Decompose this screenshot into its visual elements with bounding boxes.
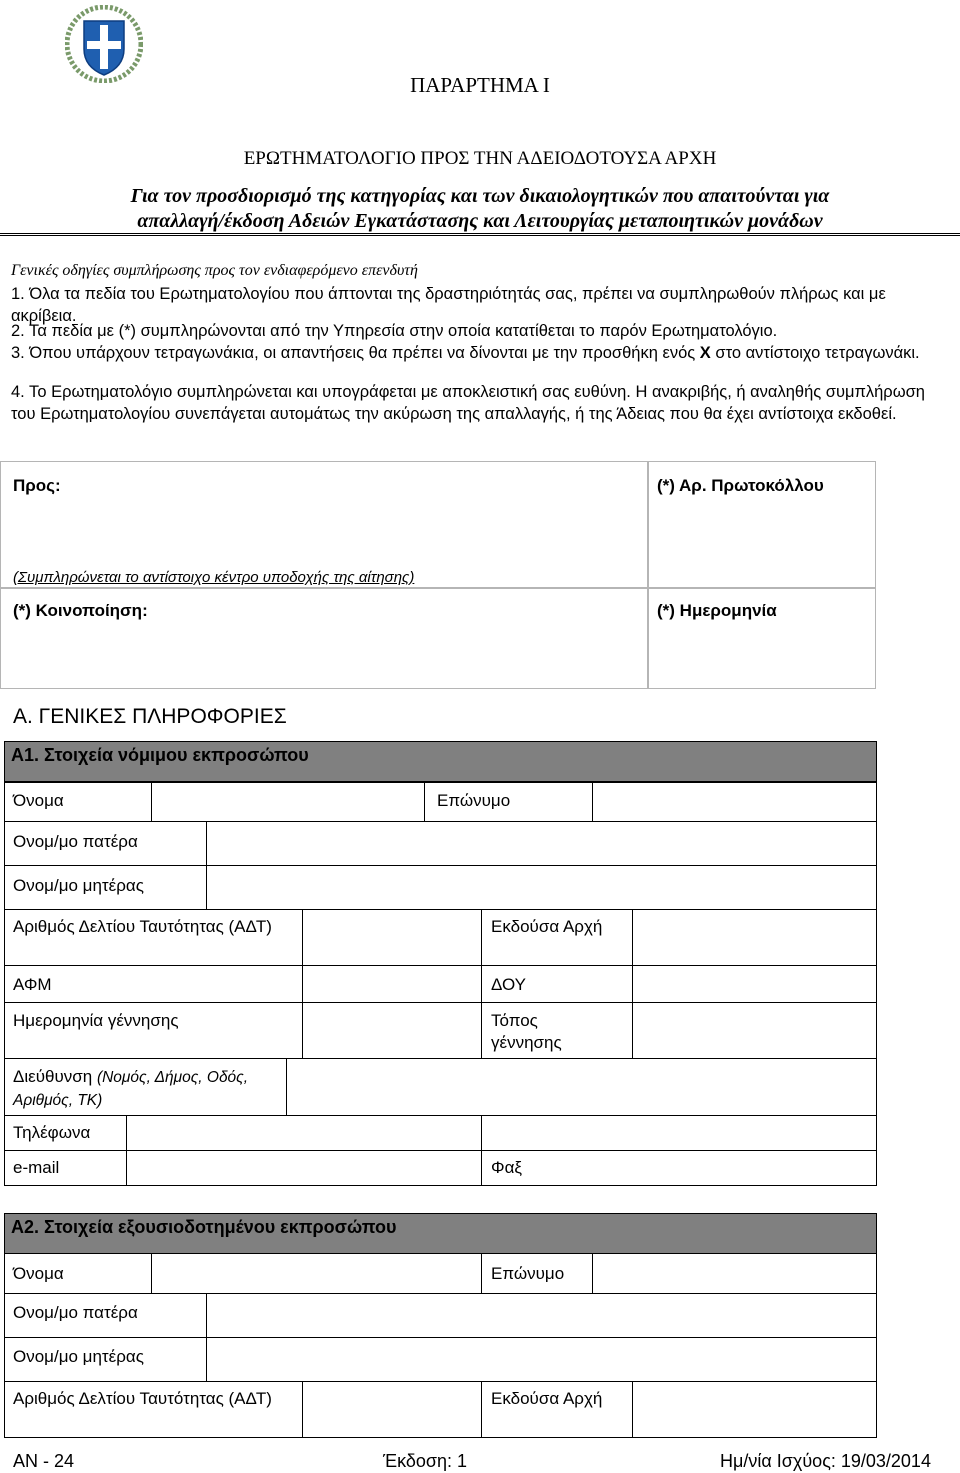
instructions-heading: Γενικές οδηγίες συμπλήρωσης προς τον ενδιαφερόμενο επενδυτή: [11, 262, 418, 279]
a1-father-input[interactable]: [206, 821, 877, 866]
title-divider: [0, 233, 960, 236]
a2-surname-label: Επώνυμο: [491, 1264, 565, 1283]
a2-id-label: Αριθμός Δελτίου Ταυτότητας (ΑΔΤ): [13, 1389, 272, 1408]
a1-name-input[interactable]: [151, 782, 425, 822]
to-label: Προς:: [13, 476, 61, 495]
a2-name-input[interactable]: [151, 1253, 482, 1294]
questionnaire-title: ΕΡΩΤΗΜΑΤΟΛΟΓΙΟ ΠΡΟΣ ΤΗΝ ΑΔΕΙΟΔΟΤΟΥΣΑ ΑΡΧΗ: [243, 148, 717, 169]
subtitle-line-2: απαλλαγή/έκδοση Αδειών Εγκατάστασης και Λειτουργίας μεταποιητικών μονάδων: [137, 210, 823, 232]
a1-surname-label: Επώνυμο: [437, 791, 511, 810]
a1-name-label: Όνομα: [13, 791, 64, 810]
to-note: (Συμπληρώνεται το αντίστοιχο κέντρο υποδοχής της αίτησης): [13, 569, 415, 586]
a2-mother-input[interactable]: [206, 1337, 877, 1382]
a1-birthdate-input[interactable]: [302, 1002, 482, 1059]
hellenic-republic-emblem: [65, 5, 143, 83]
a1-afm-input[interactable]: [302, 965, 482, 1003]
a1-address-label: Διεύθυνση (Νομός, Δήμος, Οδός, Αριθμός, ΤΚ): [13, 1067, 249, 1109]
subtitle-line-1: Για τον προσδιορισμό της κατηγορίας και των δικαιολογητικών που απαιτούνται για: [130, 185, 830, 207]
a1-surname-input[interactable]: [592, 782, 877, 822]
a2-authority-input[interactable]: [632, 1381, 877, 1438]
cc-label: (*) Κοινοποίηση:: [13, 601, 148, 620]
a1-phones-input-2[interactable]: [481, 1115, 877, 1151]
footer-page: ΑΝ - 24: [13, 1451, 75, 1471]
a1-authority-input[interactable]: [632, 909, 877, 966]
instruction-3: 3. Όπου υπάρχουν τετραγωνάκια, οι απαντήσεις θα πρέπει να δίνονται με την προσθήκη ενός X στο αντίστοιχο τετραγωνάκι.: [11, 344, 920, 362]
a1-email-label: e-mail: [13, 1158, 60, 1177]
a2-authority-label: Εκδούσα Αρχή: [491, 1389, 603, 1408]
footer-edition: Έκδοση: 1: [383, 1451, 468, 1471]
a1-id-input[interactable]: [302, 909, 482, 966]
a2-father-input[interactable]: [206, 1293, 877, 1338]
a1-authority-label: Εκδούσα Αρχή: [491, 917, 603, 936]
a1-mother-label: Ονομ/μο μητέρας: [13, 876, 144, 895]
a1-birthplace-label: Τόπος γέννησης: [491, 1011, 562, 1052]
a1-fax-label: Φαξ: [491, 1158, 523, 1177]
a1-phones-input[interactable]: [126, 1115, 482, 1151]
a1-id-label: Αριθμός Δελτίου Ταυτότητας (ΑΔΤ): [13, 917, 272, 936]
a1-birthdate-label: Ημερομηνία γέννησης: [13, 1011, 179, 1030]
instruction-4: 4. Το Ερωτηματολόγιο συμπληρώνεται και υπογράφεται με αποκλειστική σας ευθύνη. Η ανακριβής, ή αναληθής συμπλήρωση του Ερωτηματολογίου συνεπάγεται αυτομάτως την ακύρωση της απαλλαγής, ή της Άδειας που θα έχει αντίστοιχα εκδοθεί.: [11, 383, 925, 423]
a2-mother-label: Ονομ/μο μητέρας: [13, 1347, 144, 1366]
a1-afm-label: ΑΦΜ: [13, 975, 52, 994]
a1-birthplace-input[interactable]: [632, 1002, 877, 1059]
instruction-1: 1. Όλα τα πεδία του Ερωτηματολογίου που άπτονται της δραστηριότητάς σας, πρέπει να συμπληρωθούν πλήρως και με ακρίβεια.: [11, 285, 886, 325]
a2-name-label: Όνομα: [13, 1264, 64, 1283]
a1-fax-cell[interactable]: [481, 1150, 877, 1186]
a1-phones-label: Τηλέφωνα: [13, 1123, 91, 1142]
a1-header: Α1. Στοιχεία νόμιμου εκπροσώπου: [4, 741, 877, 782]
date-label: (*) Ημερομηνία: [657, 601, 777, 620]
a1-address-input[interactable]: [286, 1058, 877, 1116]
instruction-2: 2. Τα πεδία με (*) συμπληρώνονται από την Υπηρεσία στην οποία κατατίθεται το παρόν Ερωτηματολόγιο.: [11, 322, 778, 340]
a2-header: Α2. Στοιχεία εξουσιοδοτημένου εκπροσώπου: [4, 1213, 877, 1254]
section-a-title: Α. ΓΕΝΙΚΕΣ ΠΛΗΡΟΦΟΡΙΕΣ: [13, 705, 287, 728]
a2-surname-input[interactable]: [592, 1253, 877, 1294]
a1-email-input[interactable]: [126, 1150, 482, 1186]
a2-id-input[interactable]: [302, 1381, 482, 1438]
a1-mother-input[interactable]: [206, 865, 877, 910]
a2-father-label: Ονομ/μο πατέρα: [13, 1303, 138, 1322]
a1-doy-input[interactable]: [632, 965, 877, 1003]
annex-title: ΠΑΡΑΡΤΗΜΑ Ι: [410, 73, 550, 97]
protocol-label: (*) Αρ. Πρωτοκόλλου: [657, 476, 824, 495]
footer-effective-date: Ημ/νία Ισχύος: 19/03/2014: [720, 1451, 931, 1471]
a1-father-label: Ονομ/μο πατέρα: [13, 832, 138, 851]
a1-doy-label: ΔΟΥ: [491, 975, 527, 994]
